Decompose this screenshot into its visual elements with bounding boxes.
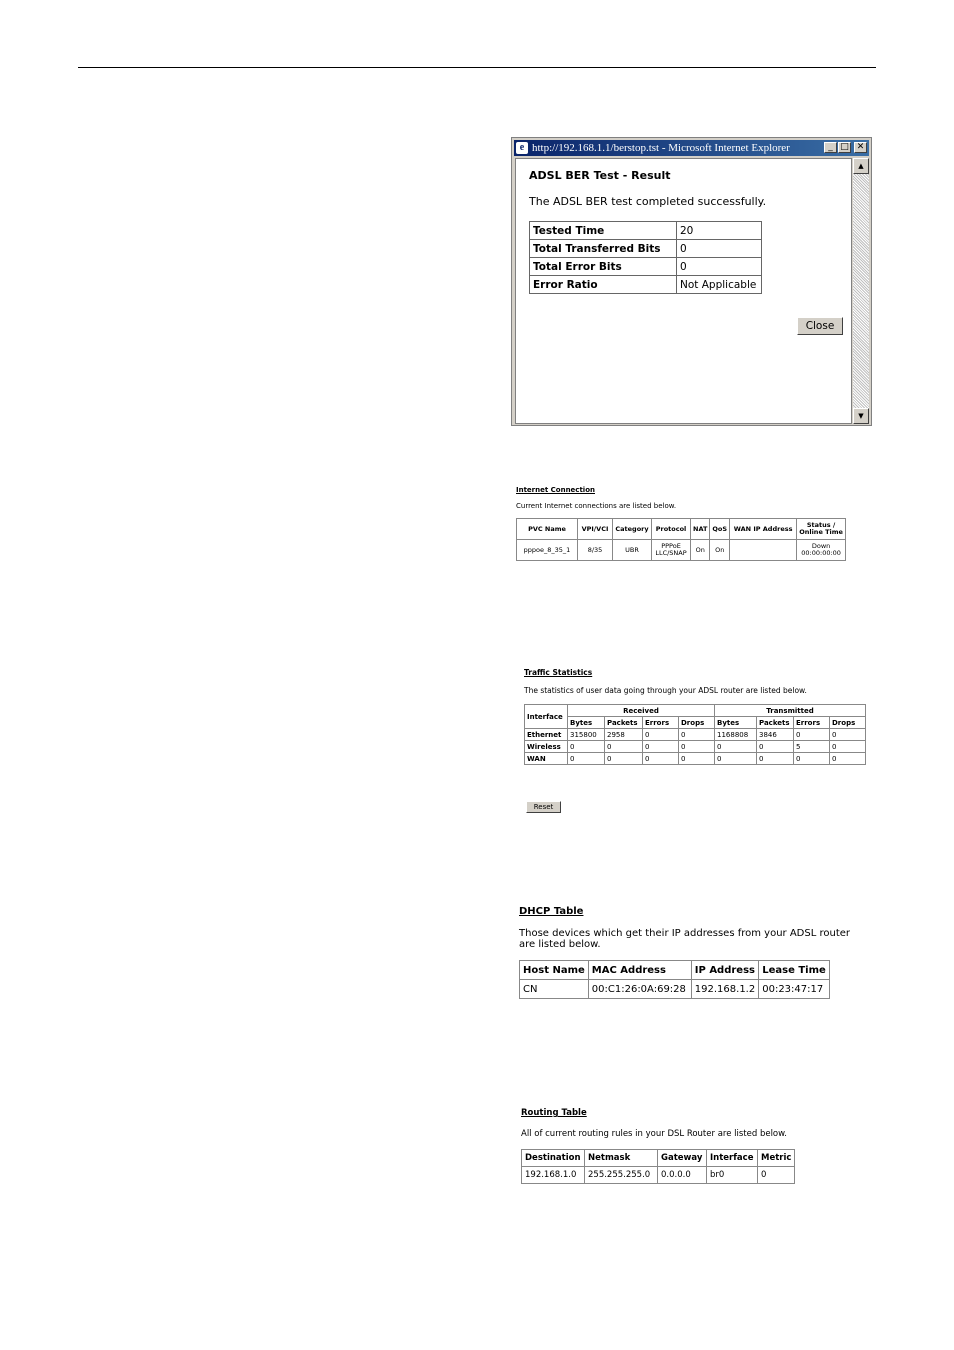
traffic-statistics-title[interactable]: Traffic Statistics bbox=[524, 668, 593, 677]
protocol-line-1: PPPoE bbox=[661, 542, 681, 550]
header-rx-bytes: Bytes bbox=[568, 717, 605, 729]
header-vpi-vci: VPI/VCI bbox=[578, 519, 613, 540]
vertical-scrollbar[interactable] bbox=[853, 158, 869, 424]
close-window-button[interactable]: ✕ bbox=[854, 142, 867, 153]
header-destination: Destination bbox=[522, 1150, 585, 1167]
header-host-name: Host Name bbox=[520, 961, 589, 980]
status-line-1: Down bbox=[811, 542, 831, 550]
internet-explorer-icon: e bbox=[516, 142, 528, 154]
header-tx-packets: Packets bbox=[757, 717, 794, 729]
ie-popup-window bbox=[511, 137, 872, 426]
header-metric: Metric bbox=[758, 1150, 795, 1167]
cell: 0 bbox=[715, 741, 757, 753]
header-transmitted: Transmitted bbox=[715, 705, 866, 717]
header-netmask: Netmask bbox=[585, 1150, 658, 1167]
table-subheader-row bbox=[525, 717, 866, 729]
interface-cell: br0 bbox=[707, 1167, 758, 1184]
table-header-row bbox=[522, 1150, 795, 1167]
header-interface: Interface bbox=[525, 705, 568, 729]
minimize-button[interactable]: _ bbox=[824, 142, 837, 153]
header-wan-ip-address: WAN IP Address bbox=[730, 519, 797, 540]
ip-address-cell: 192.168.1.2 bbox=[691, 980, 758, 999]
cell: 0 bbox=[605, 741, 643, 753]
cell: 0 bbox=[568, 741, 605, 753]
internet-connection-table bbox=[516, 518, 846, 561]
metric-cell: 0 bbox=[758, 1167, 795, 1184]
header-protocol: Protocol bbox=[652, 519, 691, 540]
table-row bbox=[525, 729, 866, 741]
category-cell: UBR bbox=[613, 540, 652, 561]
total-transferred-bits-value: 0 bbox=[677, 240, 762, 258]
cell: 0 bbox=[757, 753, 794, 765]
total-transferred-bits-label: Total Transferred Bits bbox=[530, 240, 677, 258]
header-category: Category bbox=[613, 519, 652, 540]
ber-result-message: The ADSL BER test completed successfully. bbox=[529, 195, 767, 208]
dhcp-table bbox=[519, 960, 830, 999]
header-gateway: Gateway bbox=[658, 1150, 707, 1167]
header-tx-errors: Errors bbox=[794, 717, 830, 729]
internet-connection-description: Current Internet connections are listed below. bbox=[516, 502, 677, 510]
protocol-cell bbox=[652, 540, 691, 561]
table-row bbox=[530, 276, 762, 294]
cell: 5 bbox=[794, 741, 830, 753]
table-row bbox=[530, 258, 762, 276]
vpi-vci-cell: 8/35 bbox=[578, 540, 613, 561]
scroll-up-icon[interactable]: ▲ bbox=[853, 158, 869, 174]
cell: 0 bbox=[715, 753, 757, 765]
pvc-name-cell: pppoe_8_35_1 bbox=[517, 540, 578, 561]
cell: 0 bbox=[830, 753, 866, 765]
cell: 0 bbox=[794, 753, 830, 765]
header-qos: QoS bbox=[710, 519, 730, 540]
routing-table-description: All of current routing rules in your DSL Router are listed below. bbox=[521, 1129, 788, 1139]
window-title: http://192.168.1.1/berstop.tst - Microsoft Internet Explorer bbox=[532, 142, 790, 154]
routing-table-title[interactable]: Routing Table bbox=[521, 1108, 587, 1118]
traffic-statistics-description: The statistics of user data going through your ADSL router are listed below. bbox=[524, 686, 807, 695]
table-row bbox=[517, 540, 846, 561]
cell: 2958 bbox=[605, 729, 643, 741]
ber-result-table bbox=[529, 221, 762, 294]
header-received: Received bbox=[568, 705, 715, 717]
cell: 0 bbox=[643, 753, 679, 765]
header-rx-packets: Packets bbox=[605, 717, 643, 729]
cell: 1168808 bbox=[715, 729, 757, 741]
header-nat: NAT bbox=[691, 519, 710, 540]
routing-table bbox=[521, 1149, 795, 1184]
header-lease-time: Lease Time bbox=[759, 961, 830, 980]
cell: 3846 bbox=[757, 729, 794, 741]
maximize-button[interactable]: □ bbox=[838, 142, 851, 153]
scroll-down-icon[interactable]: ▼ bbox=[853, 408, 869, 424]
cell: 0 bbox=[568, 753, 605, 765]
cell: 0 bbox=[679, 753, 715, 765]
header-rx-drops: Drops bbox=[679, 717, 715, 729]
table-header-row bbox=[525, 705, 866, 717]
cell: 0 bbox=[679, 729, 715, 741]
table-row bbox=[525, 753, 866, 765]
nat-cell: On bbox=[691, 540, 710, 561]
table-row bbox=[520, 980, 830, 999]
close-button[interactable]: Close bbox=[797, 317, 843, 335]
cell: 0 bbox=[830, 741, 866, 753]
page-header-rule bbox=[78, 67, 876, 68]
header-tx-drops: Drops bbox=[830, 717, 866, 729]
cell: 315800 bbox=[568, 729, 605, 741]
total-error-bits-label: Total Error Bits bbox=[530, 258, 677, 276]
dhcp-table-title[interactable]: DHCP Table bbox=[519, 906, 584, 917]
iface-ethernet: Ethernet bbox=[525, 729, 568, 741]
cell: 0 bbox=[757, 741, 794, 753]
header-ip-address: IP Address bbox=[691, 961, 758, 980]
cell: 0 bbox=[605, 753, 643, 765]
dhcp-table-description: Those devices which get their IP addresses from your ADSL router are listed below. bbox=[519, 928, 851, 950]
cell: 0 bbox=[643, 729, 679, 741]
wan-ip-cell bbox=[730, 540, 797, 561]
ber-result-heading: ADSL BER Test - Result bbox=[529, 169, 671, 182]
internet-connection-title[interactable]: Internet Connection bbox=[516, 486, 595, 494]
table-header-row bbox=[517, 519, 846, 540]
reset-button[interactable]: Reset bbox=[526, 801, 561, 813]
error-ratio-label: Error Ratio bbox=[530, 276, 677, 294]
table-header-row bbox=[520, 961, 830, 980]
mac-address-cell: 00:C1:26:0A:69:28 bbox=[588, 980, 691, 999]
status-cell bbox=[797, 540, 846, 561]
qos-cell: On bbox=[710, 540, 730, 561]
destination-cell: 192.168.1.0 bbox=[522, 1167, 585, 1184]
window-titlebar bbox=[514, 140, 869, 156]
protocol-line-2: LLC/SNAP bbox=[655, 549, 687, 557]
header-pvc-name: PVC Name bbox=[517, 519, 578, 540]
tested-time-value: 20 bbox=[677, 222, 762, 240]
host-name-cell: CN bbox=[520, 980, 589, 999]
cell: 0 bbox=[794, 729, 830, 741]
iface-wireless: Wireless bbox=[525, 741, 568, 753]
table-row bbox=[522, 1167, 795, 1184]
table-row bbox=[530, 222, 762, 240]
header-rx-errors: Errors bbox=[643, 717, 679, 729]
total-error-bits-value: 0 bbox=[677, 258, 762, 276]
popup-content bbox=[515, 158, 852, 424]
lease-time-cell: 00:23:47:17 bbox=[759, 980, 830, 999]
header-interface: Interface bbox=[707, 1150, 758, 1167]
cell: 0 bbox=[679, 741, 715, 753]
error-ratio-value: Not Applicable bbox=[677, 276, 762, 294]
header-status-online-time: Status / Online Time bbox=[797, 519, 846, 540]
table-row bbox=[525, 741, 866, 753]
iface-wan: WAN bbox=[525, 753, 568, 765]
cell: 0 bbox=[643, 741, 679, 753]
cell: 0 bbox=[830, 729, 866, 741]
status-line-2: 00:00:00:00 bbox=[801, 549, 841, 557]
header-tx-bytes: Bytes bbox=[715, 717, 757, 729]
tested-time-label: Tested Time bbox=[530, 222, 677, 240]
gateway-cell: 0.0.0.0 bbox=[658, 1167, 707, 1184]
header-mac-address: MAC Address bbox=[588, 961, 691, 980]
netmask-cell: 255.255.255.0 bbox=[585, 1167, 658, 1184]
traffic-statistics-table bbox=[524, 704, 866, 765]
table-row bbox=[530, 240, 762, 258]
